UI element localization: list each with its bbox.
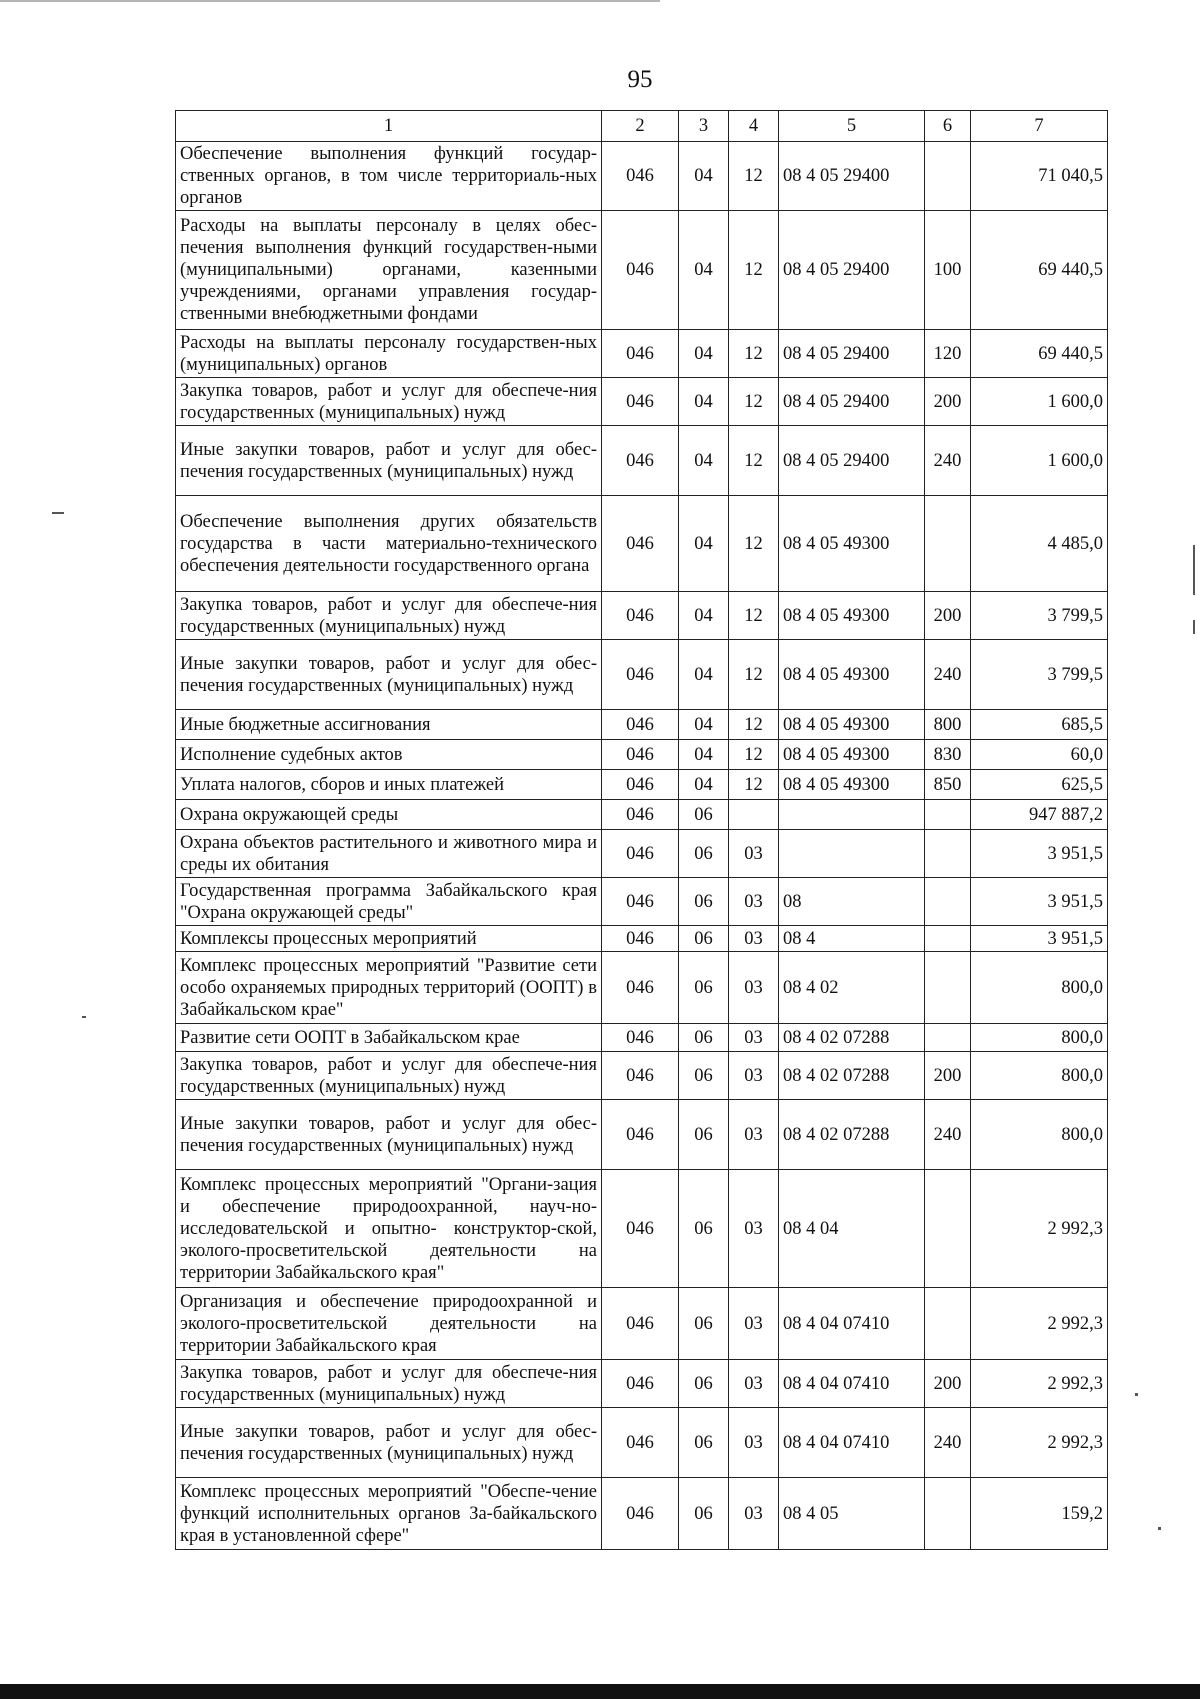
- row-subsection: 03: [729, 1360, 779, 1408]
- row-target-article: 08 4 05 49300: [779, 496, 925, 592]
- row-description: Охрана объектов растительного и животного мира и среды их обитания: [176, 830, 602, 878]
- row-admin-code: 046: [602, 1408, 679, 1478]
- row-target-article: 08 4 05 29400: [779, 211, 925, 330]
- row-amount: 4 485,0: [971, 496, 1108, 592]
- column-header-7: 7: [971, 111, 1108, 142]
- table-row: [176, 878, 1108, 926]
- row-expense-type: [925, 1288, 971, 1360]
- row-description: Иные закупки товаров, работ и услуг для обес-печения государственных (муниципальных) нужд: [176, 1100, 602, 1170]
- row-description: Расходы на выплаты персоналу государствен-ных (муниципальных) органов: [176, 330, 602, 378]
- row-target-article: 08 4 05 29400: [779, 142, 925, 211]
- row-subsection: 12: [729, 740, 779, 770]
- row-admin-code: 046: [602, 926, 679, 952]
- row-description: Развитие сети ООПТ в Забайкальском крае: [176, 1024, 602, 1052]
- column-header-4: 4: [729, 111, 779, 142]
- row-admin-code: 046: [602, 1100, 679, 1170]
- row-subsection: 03: [729, 1052, 779, 1100]
- row-section: 04: [679, 496, 729, 592]
- row-section: 04: [679, 640, 729, 710]
- row-subsection: 12: [729, 710, 779, 740]
- row-description: Комплекс процессных мероприятий "Обеспе-чение функций исполнительных органов За-байкальского края в установленной сфере": [176, 1478, 602, 1550]
- table-body: [176, 142, 1108, 1550]
- row-subsection: 12: [729, 770, 779, 800]
- row-target-article: 08 4 05 49300: [779, 640, 925, 710]
- row-section: 04: [679, 740, 729, 770]
- row-description: Закупка товаров, работ и услуг для обеспече-ния государственных (муниципальных) нужд: [176, 1360, 602, 1408]
- row-target-article: 08 4 04 07410: [779, 1408, 925, 1478]
- row-section: 06: [679, 1360, 729, 1408]
- row-amount: 2 992,3: [971, 1360, 1108, 1408]
- row-subsection: [729, 800, 779, 830]
- row-section: 06: [679, 1408, 729, 1478]
- row-target-article: 08 4 04 07410: [779, 1360, 925, 1408]
- row-subsection: 03: [729, 926, 779, 952]
- row-target-article: 08 4 02: [779, 952, 925, 1024]
- scan-speck: [1193, 620, 1195, 634]
- row-section: 06: [679, 878, 729, 926]
- row-amount: 71 040,5: [971, 142, 1108, 211]
- scan-bottom-edge: [0, 1684, 1200, 1699]
- row-admin-code: 046: [602, 1288, 679, 1360]
- row-section: 06: [679, 952, 729, 1024]
- row-description: Закупка товаров, работ и услуг для обеспече-ния государственных (муниципальных) нужд: [176, 592, 602, 640]
- row-subsection: 12: [729, 330, 779, 378]
- row-subsection: 12: [729, 211, 779, 330]
- row-admin-code: 046: [602, 952, 679, 1024]
- row-subsection: 03: [729, 878, 779, 926]
- row-expense-type: 200: [925, 1052, 971, 1100]
- row-target-article: 08: [779, 878, 925, 926]
- column-header-2: 2: [602, 111, 679, 142]
- row-expense-type: [925, 878, 971, 926]
- row-target-article: 08 4 05 49300: [779, 740, 925, 770]
- row-section: 06: [679, 1024, 729, 1052]
- row-admin-code: 046: [602, 1052, 679, 1100]
- scan-speck: [52, 512, 64, 514]
- row-expense-type: 240: [925, 426, 971, 496]
- row-amount: 800,0: [971, 1052, 1108, 1100]
- row-expense-type: [925, 926, 971, 952]
- table-row: [176, 1408, 1108, 1478]
- row-expense-type: [925, 1170, 971, 1288]
- table-row: [176, 952, 1108, 1024]
- row-section: 04: [679, 330, 729, 378]
- row-amount: 69 440,5: [971, 211, 1108, 330]
- row-description: Комплекс процессных мероприятий "Развитие сети особо охраняемых природных территорий (ООПТ) в Забайкальском крае": [176, 952, 602, 1024]
- row-target-article: [779, 800, 925, 830]
- row-section: 06: [679, 1170, 729, 1288]
- table-row: [176, 1100, 1108, 1170]
- row-expense-type: [925, 1478, 971, 1550]
- row-target-article: 08 4 05 49300: [779, 770, 925, 800]
- row-description: Уплата налогов, сборов и иных платежей: [176, 770, 602, 800]
- column-header-5: 5: [779, 111, 925, 142]
- row-admin-code: 046: [602, 640, 679, 710]
- row-expense-type: 240: [925, 1408, 971, 1478]
- row-target-article: 08 4 05 29400: [779, 378, 925, 426]
- row-target-article: 08 4 02 07288: [779, 1052, 925, 1100]
- header-row: [176, 111, 1108, 142]
- column-header-3: 3: [679, 111, 729, 142]
- row-amount: 947 887,2: [971, 800, 1108, 830]
- table-row: [176, 496, 1108, 592]
- row-section: 06: [679, 830, 729, 878]
- row-target-article: 08 4 02 07288: [779, 1024, 925, 1052]
- table-row: [176, 378, 1108, 426]
- row-admin-code: 046: [602, 830, 679, 878]
- column-header-1: 1: [176, 111, 602, 142]
- row-amount: 3 951,5: [971, 878, 1108, 926]
- row-expense-type: 100: [925, 211, 971, 330]
- row-amount: 2 992,3: [971, 1408, 1108, 1478]
- row-target-article: [779, 830, 925, 878]
- row-amount: 3 951,5: [971, 830, 1108, 878]
- row-expense-type: 200: [925, 378, 971, 426]
- row-section: 04: [679, 211, 729, 330]
- row-amount: 800,0: [971, 1100, 1108, 1170]
- row-section: 06: [679, 1100, 729, 1170]
- row-admin-code: 046: [602, 211, 679, 330]
- row-admin-code: 046: [602, 1360, 679, 1408]
- scan-speck: [82, 1016, 86, 1018]
- row-expense-type: [925, 496, 971, 592]
- row-amount: 685,5: [971, 710, 1108, 740]
- row-admin-code: 046: [602, 330, 679, 378]
- row-subsection: 03: [729, 952, 779, 1024]
- row-amount: 2 992,3: [971, 1288, 1108, 1360]
- row-expense-type: 200: [925, 592, 971, 640]
- row-subsection: 03: [729, 1170, 779, 1288]
- row-target-article: 08 4 05: [779, 1478, 925, 1550]
- row-description: Организация и обеспечение природоохранной и эколого-просветительской деятельности на территории Забайкальского края: [176, 1288, 602, 1360]
- table-row: [176, 640, 1108, 710]
- row-amount: 159,2: [971, 1478, 1108, 1550]
- row-amount: 60,0: [971, 740, 1108, 770]
- table-row: [176, 1170, 1108, 1288]
- row-subsection: 03: [729, 1024, 779, 1052]
- row-admin-code: 046: [602, 770, 679, 800]
- row-admin-code: 046: [602, 496, 679, 592]
- column-header-6: 6: [925, 111, 971, 142]
- table-row: [176, 1478, 1108, 1550]
- table-row: [176, 770, 1108, 800]
- row-target-article: 08 4 02 07288: [779, 1100, 925, 1170]
- row-admin-code: 046: [602, 878, 679, 926]
- table-row: [176, 330, 1108, 378]
- row-expense-type: 240: [925, 1100, 971, 1170]
- row-amount: 3 799,5: [971, 640, 1108, 710]
- budget-table: [175, 110, 1108, 1550]
- row-admin-code: 046: [602, 426, 679, 496]
- row-amount: 1 600,0: [971, 378, 1108, 426]
- row-section: 06: [679, 1478, 729, 1550]
- scan-speck: [1193, 545, 1195, 595]
- row-description: Комплекс процессных мероприятий "Органи-зация и обеспечение природоохранной, науч-но-исследовательской и опытно- конструктор-ской, эколого-просветительской деятельности на территории Забайкальского края": [176, 1170, 602, 1288]
- row-target-article: 08 4 05 49300: [779, 592, 925, 640]
- row-amount: 69 440,5: [971, 330, 1108, 378]
- table-row: [176, 926, 1108, 952]
- row-subsection: 03: [729, 1408, 779, 1478]
- row-section: 06: [679, 1288, 729, 1360]
- row-amount: 800,0: [971, 1024, 1108, 1052]
- row-expense-type: [925, 800, 971, 830]
- row-target-article: 08 4 05 49300: [779, 710, 925, 740]
- table-row: [176, 426, 1108, 496]
- row-description: Иные закупки товаров, работ и услуг для обес-печения государственных (муниципальных) нужд: [176, 1408, 602, 1478]
- row-subsection: 12: [729, 142, 779, 211]
- row-section: 04: [679, 592, 729, 640]
- row-section: 04: [679, 710, 729, 740]
- row-amount: 2 992,3: [971, 1170, 1108, 1288]
- row-admin-code: 046: [602, 800, 679, 830]
- row-section: 04: [679, 142, 729, 211]
- row-expense-type: 240: [925, 640, 971, 710]
- row-target-article: 08 4 05 29400: [779, 426, 925, 496]
- row-expense-type: [925, 952, 971, 1024]
- row-subsection: 12: [729, 640, 779, 710]
- row-section: 04: [679, 378, 729, 426]
- row-description: Закупка товаров, работ и услуг для обеспече-ния государственных (муниципальных) нужд: [176, 378, 602, 426]
- row-admin-code: 046: [602, 1478, 679, 1550]
- table-row: [176, 710, 1108, 740]
- table-row: [176, 592, 1108, 640]
- row-admin-code: 046: [602, 378, 679, 426]
- row-target-article: 08 4 04: [779, 1170, 925, 1288]
- row-description: Иные закупки товаров, работ и услуг для обес-печения государственных (муниципальных) нужд: [176, 426, 602, 496]
- table-row: [176, 211, 1108, 330]
- scan-speck: [1135, 1393, 1138, 1396]
- scan-speck: [1158, 1527, 1161, 1530]
- row-admin-code: 046: [602, 142, 679, 211]
- row-target-article: 08 4 05 29400: [779, 330, 925, 378]
- row-description: Государственная программа Забайкальского края "Охрана окружающей среды": [176, 878, 602, 926]
- table-row: [176, 1024, 1108, 1052]
- row-expense-type: 200: [925, 1360, 971, 1408]
- row-description: Иные бюджетные ассигнования: [176, 710, 602, 740]
- row-amount: 625,5: [971, 770, 1108, 800]
- row-target-article: 08 4: [779, 926, 925, 952]
- table-row: [176, 1052, 1108, 1100]
- row-section: 06: [679, 1052, 729, 1100]
- row-amount: 1 600,0: [971, 426, 1108, 496]
- scan-top-edge: [0, 0, 660, 2]
- row-section: 04: [679, 426, 729, 496]
- row-subsection: 12: [729, 496, 779, 592]
- page-number: 95: [627, 66, 653, 93]
- row-subsection: 03: [729, 1288, 779, 1360]
- row-description: Обеспечение выполнения других обязательств государства в части материально-технического обеспечения деятельности государственного органа: [176, 496, 602, 592]
- row-subsection: 03: [729, 1478, 779, 1550]
- row-expense-type: [925, 830, 971, 878]
- row-expense-type: 120: [925, 330, 971, 378]
- row-description: Обеспечение выполнения функций государ-ственных органов, в том числе территориаль-ных органов: [176, 142, 602, 211]
- row-section: 06: [679, 926, 729, 952]
- row-subsection: 03: [729, 830, 779, 878]
- row-admin-code: 046: [602, 740, 679, 770]
- row-expense-type: 850: [925, 770, 971, 800]
- row-subsection: 12: [729, 426, 779, 496]
- row-expense-type: [925, 142, 971, 211]
- row-admin-code: 046: [602, 1024, 679, 1052]
- row-subsection: 12: [729, 378, 779, 426]
- row-section: 06: [679, 800, 729, 830]
- row-description: Закупка товаров, работ и услуг для обеспече-ния государственных (муниципальных) нужд: [176, 1052, 602, 1100]
- row-expense-type: [925, 1024, 971, 1052]
- table-row: [176, 830, 1108, 878]
- table-row: [176, 142, 1108, 211]
- row-description: Иные закупки товаров, работ и услуг для обес-печения государственных (муниципальных) нужд: [176, 640, 602, 710]
- row-section: 04: [679, 770, 729, 800]
- row-admin-code: 046: [602, 1170, 679, 1288]
- row-admin-code: 046: [602, 592, 679, 640]
- row-description: Комплексы процессных мероприятий: [176, 926, 602, 952]
- row-admin-code: 046: [602, 710, 679, 740]
- table-row: [176, 1288, 1108, 1360]
- row-subsection: 03: [729, 1100, 779, 1170]
- table-row: [176, 800, 1108, 830]
- table-row: [176, 740, 1108, 770]
- row-description: Исполнение судебных актов: [176, 740, 602, 770]
- row-target-article: 08 4 04 07410: [779, 1288, 925, 1360]
- row-description: Расходы на выплаты персоналу в целях обес-печения выполнения функций государствен-ными (муниципальными) органами, казенными учреждениями, органами управления государ-ственными внебюджетными фондами: [176, 211, 602, 330]
- table-row: [176, 1360, 1108, 1408]
- row-description: Охрана окружающей среды: [176, 800, 602, 830]
- row-expense-type: 830: [925, 740, 971, 770]
- row-amount: 3 951,5: [971, 926, 1108, 952]
- row-subsection: 12: [729, 592, 779, 640]
- row-amount: 800,0: [971, 952, 1108, 1024]
- row-expense-type: 800: [925, 710, 971, 740]
- row-amount: 3 799,5: [971, 592, 1108, 640]
